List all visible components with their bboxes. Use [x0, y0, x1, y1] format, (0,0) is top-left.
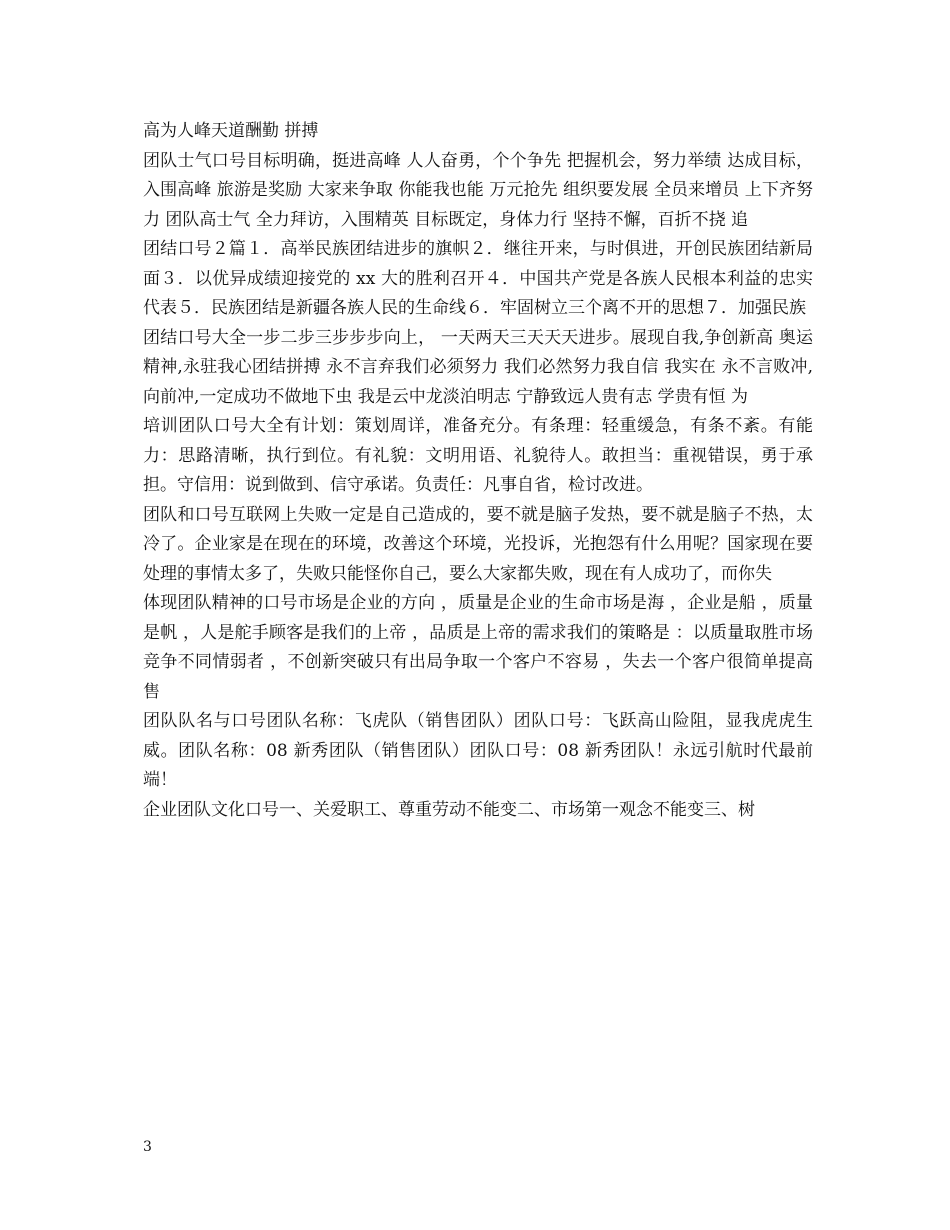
- page-number: 3: [143, 1139, 152, 1155]
- paragraph: 企业团队文化口号一、关爱职工、尊重劳动不能变二、市场第一观念不能变三、树: [143, 799, 755, 820]
- paragraph: 高为人峰天道酬勤 拼搏: [143, 121, 319, 141]
- paragraph: 体现团队精神的口号市场是企业的方向 ，质量是企业的生命市场是海 ，企业是船 ，质量是帆 ，人是舵手顾客是我们的上帝 ，品质是上帝的需求我们的策略是 ：以质量取胜市场竞争不同情弱者 ，不创新突破只有出局争取一个客户不容易 ，失去一个客户很简单提高售: [143, 593, 813, 702]
- paragraph: 团结口号大全一步二步三步步步向上， 一天两天三天天天进步。展现自我,争创新高 奥运精神,永驻我心团结拼搏 永不言弃我们必须努力 我们必然努力我自信 我实在 永不言败冲,向前冲,一定成功不做地下虫 我是云中龙淡泊明志 宁静致远人贵有志 学贵有恒 为: [143, 327, 813, 407]
- paragraph: 培训团队口号大全有计划：策划周详，准备充分。有条理：轻重缓急，有条不紊。有能力：思路清晰，执行到位。有礼貌：文明用语、礼貌待人。敢担当：重视错误，勇于承担。守信用：说到做到、信守承诺。负责任：凡事自省，检讨改进。: [143, 416, 813, 495]
- document-body: [143, 117, 813, 825]
- paragraph: 团队和口号互联网上失败一定是自己造成的，要不就是脑子发热，要不就是脑子不热，太冷了。企业家是在现在的环境，改善这个环境，光投诉，光抱怨有什么用呢？国家现在要处理的事情太多了，失败只能怪你自己，要么大家都失败，现在有人成功了，而你失: [143, 504, 813, 584]
- paragraph: 团队队名与口号团队名称：飞虎队（销售团队）团队口号：飞跃高山险阻，显我虎虎生威。团队名称：08 新秀团队（销售团队）团队口号：08 新秀团队！永远引航时代最前端！: [143, 711, 813, 790]
- paragraph: 团结口号２篇１．高举民族团结进步的旗帜２．继往开来，与时俱进，开创民族团结新局面３．以优异成绩迎接党的 xx 大的胜利召开４．中国共产党是各族人民根本利益的忠实代表５．民族团结是新疆各族人民的生命线６．牢固树立三个离不开的思想７．加强民族: [143, 239, 813, 318]
- paragraph: 团队士气口号目标明确，挺进高峰 人人奋勇，个个争先 把握机会，努力举绩 达成目标，入围高峰 旅游是奖励 大家来争取 你能我也能 万元抢先 组织要发展 全员来增员 上下齐努力 团队高士气 全力拜访，入围精英 目标既定，身体力行 坚持不懈，百折不挠 追: [143, 150, 813, 230]
